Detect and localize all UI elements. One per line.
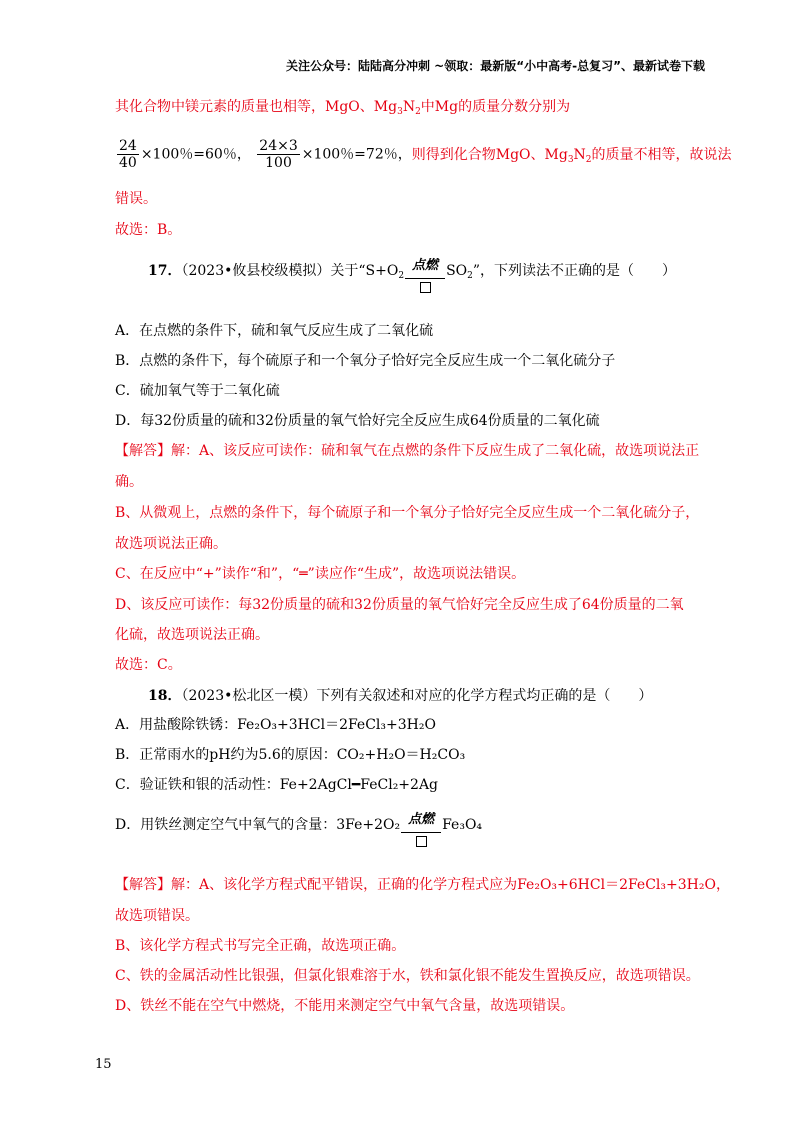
q17-answer-5: C、在反应中“+”读作“和”，“═”读应作“生成”，故选项说法错误。 [115,566,526,582]
prev-line-1-b: N [402,99,416,115]
q17-answer-2: 确。 [115,474,143,490]
q17-option-b: B．点燃的条件下，每个硫原子和一个氧分子恰好完全反应生成一个二氧化硫分子 [115,353,616,369]
q18-source: （2023•松北区一模）下列有关叙述和对应的化学方程式均正确的是（ ） [181,688,653,704]
q17-answer-4: 故选项说法正确。 [115,536,227,552]
sub: 2 [467,271,473,281]
q17-source: （2023•攸县校级模拟）关于“S+O [181,263,399,279]
reaction-condition [401,812,441,835]
fraction-2 [257,138,299,171]
q18-option-d [115,812,483,835]
fraction-den: 100 [265,155,292,171]
q17-tail: ”，下列读法不正确的是（ ） [472,263,677,279]
q17-option-d: D．每32份质量的硫和32份质量的氧气恰好完全反应生成64份质量的二氧化硫 [115,413,600,429]
prev-line-2 [115,138,732,171]
page-number: 15 [95,1057,112,1072]
q18-stem [148,687,652,705]
q17-product: SO [446,263,468,279]
q18-option-d-pre: D．用铁丝测定空气中氧气的含量：3Fe+2O₂ [115,817,401,833]
prev-line-3: 错误。 [115,191,157,207]
q17-option-a: A．在点燃的条件下，硫和氧气反应生成了二氧化硫 [115,323,434,339]
reaction-condition [405,258,445,281]
placeholder-box-icon [416,836,427,847]
fraction-num: 24 [119,138,137,154]
q18-option-c: C．验证铁和银的活动性：Fe+2AgCl━FeCl₂+2Ag [115,777,439,793]
sub: 3 [397,107,403,117]
prev-line-2-red-b: N [573,146,586,163]
prev-line-1-a: 其化合物中镁元素的质量也相等，MgO、Mg [115,99,398,115]
prev-answer: 故选：B。 [115,222,182,238]
fraction-1-tail: ×100％=60％， [140,146,251,163]
q18-option-a: A．用盐酸除铁锈：Fe₂O₃+3HCl＝2FeCl₃+3H₂O [115,717,436,733]
q18-answer-5: D、铁丝不能在空气中燃烧，不能用来测定空气中氧气含量，故选项错误。 [115,998,575,1014]
sub: 2 [585,154,592,165]
condition-label: 点燃 [412,258,439,273]
q18-answer-4: C、铁的金属活动性比银强，但氯化银难溶于水，铁和氯化银不能发生置换反应，故选项错误。 [115,968,700,984]
q17-answer-7: 化硫，故选项说法正确。 [115,627,269,643]
condition-label: 点燃 [408,812,435,827]
placeholder-box-icon [420,282,431,293]
q17-answer-1: 【解答】解：A、该反应可读作：硫和氧气在点燃的条件下反应生成了二氧化硫，故选项说法正 [115,443,700,459]
prev-line-1 [115,98,570,116]
q17-answer-6: D、该反应可读作：每32份质量的硫和32份质量的氧气恰好完全反应生成了64份质量的二氧 [115,597,684,613]
prev-line-1-c: 中Mg的质量分数分别为 [420,99,571,115]
prev-line-2-red-c: 的质量不相等，故说法 [591,146,732,163]
q18-option-d-post: Fe₃O₄ [442,817,483,833]
q17-number: 17． [148,263,182,279]
q17-stem [148,258,677,281]
q17-answer-3: B、从微观上，点燃的条件下，每个硫原子和一个氧分子恰好完全反应生成一个二氧化硫分子， [115,505,700,521]
prev-line-2-red-a: 则得到化合物MgO、Mg [411,146,568,163]
fraction-den: 40 [119,155,137,171]
sub: 2 [398,271,405,281]
fraction-2-tail: ×100％=72％， [301,146,412,163]
page-header: 关注公众号：陆陆高分冲刺 ~领取：最新版“小中高考-总复习”、最新试卷下载 [286,59,705,73]
sub: 2 [415,107,421,117]
fraction-num: 24×3 [259,138,298,154]
q18-answer-2: 故选项错误。 [115,908,199,924]
q17-option-c: C．硫加氧气等于二氧化硫 [115,383,280,399]
condition-bar [405,278,445,279]
q18-option-b: B．正常雨水的pH约为5.6的原因：CO₂+H₂O＝H₂CO₃ [115,747,466,763]
condition-bar [401,832,441,833]
q17-final-answer: 故选：C。 [115,657,182,673]
prev-line-2-red [412,147,732,163]
fraction-1 [117,138,139,171]
q18-answer-3: B、该化学方程式书写完全正确，故选项正确。 [115,938,406,954]
sub: 3 [567,154,574,165]
q18-answer-1: 【解答】解：A、该化学方程式配平错误，正确的化学方程式应为Fe₂O₃+6HCl＝2FeCl₃+3H₂O， [115,877,730,893]
q18-number: 18． [148,688,182,704]
